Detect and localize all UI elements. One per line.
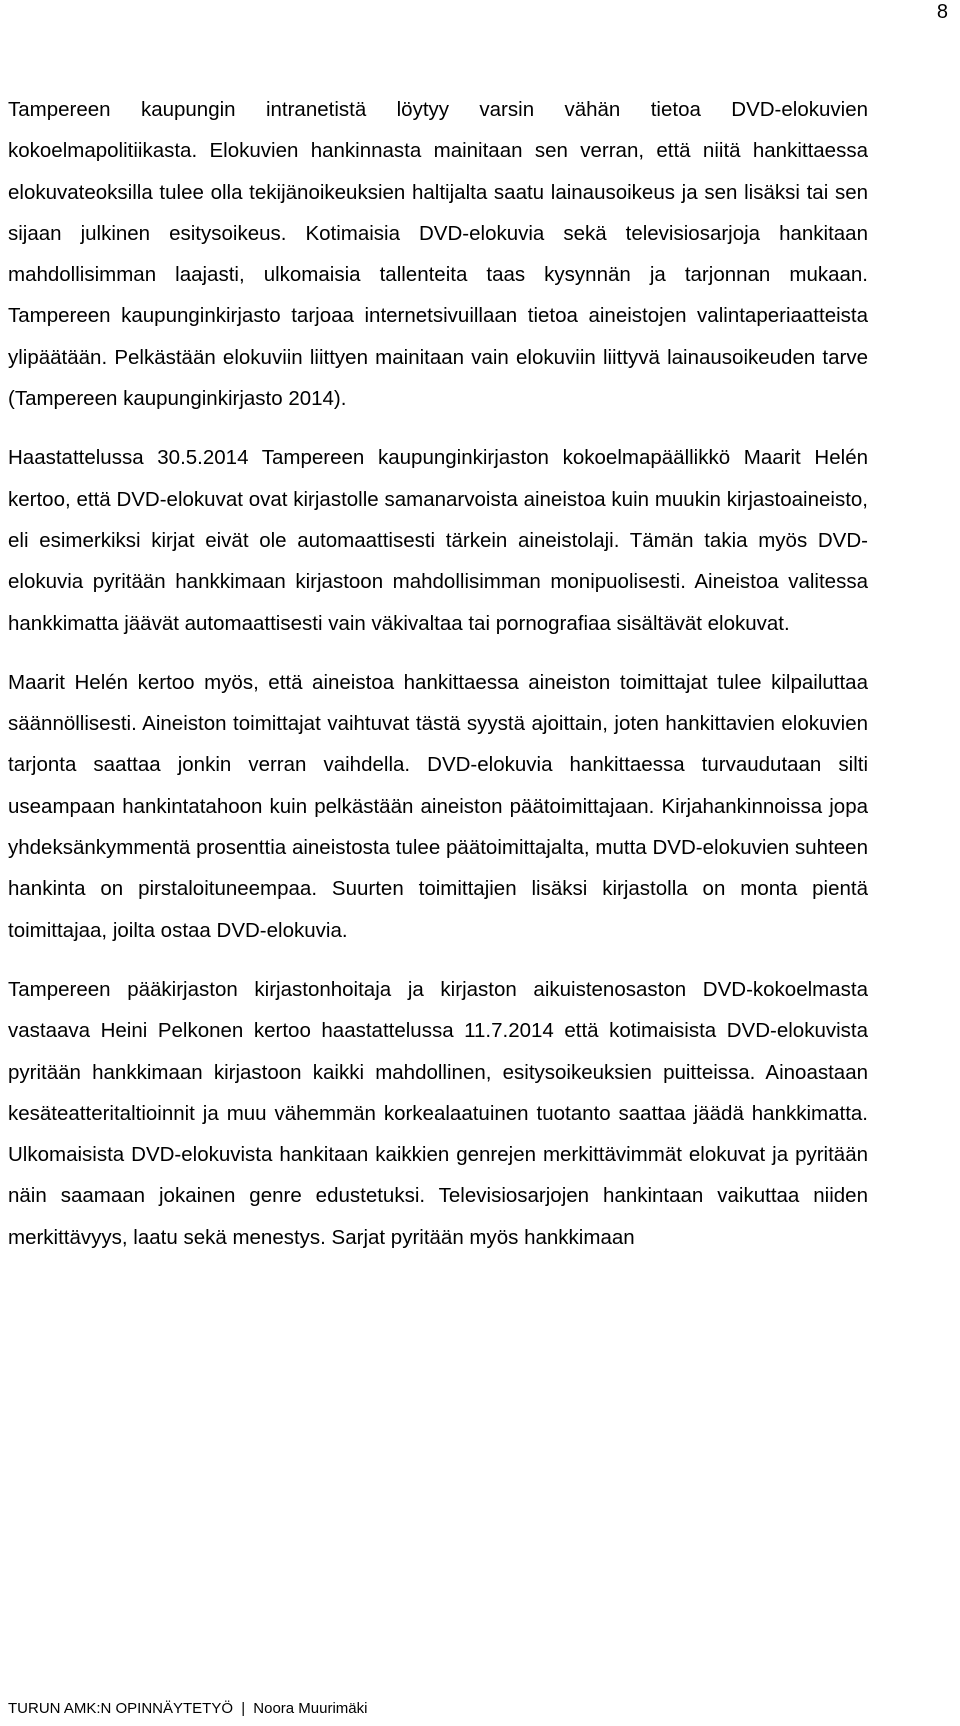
footer-separator: | [241, 1700, 246, 1717]
paragraph-interview-pelkonen: Tampereen pääkirjaston kirjastonhoitaja ja kirjaston aikuistenosaston DVD-kokoelmasta vastaava Heini Pelkonen kertoo haastattelussa 11.7.2014 että kotimaisista DVD-elokuvista pyritään hankkimaan kirjastoon kaikki mahdollinen, esitysoikeuksien puitteissa. Ainoastaan kesäteatteritaltioinnit ja muu vähemmän korkealaatuinen tuotanto saattaa jäädä hankkimatta. Ulkomaisista DVD-elokuvista hankitaan kaikkien genrejen merkittävimmät elokuvat ja pyritään näin saamaan jokainen genre edustetuksi. Televisiosarjojen hankintaan vaikuttaa niiden merkittävyys, laatu sekä menestys. Sarjat pyritään myös hankkimaan [8, 977, 868, 1249]
paragraph-interview-helen: Haastattelussa 30.5.2014 Tampereen kaupunginkirjaston kokoelmapäällikkö Maarit Helén kertoo, että DVD-elokuvat ovat kirjastolle samanarvoista aineistoa kuin muukin kirjastoaineisto, eli esimerkiksi kirjat eivät ole automaattisesti tärkein aineistolaji. Tämän takia myös DVD-elokuvia pyritään hankkimaan kirjastoon mahdollisimman monipuolisesti. Aineistoa valitessa hankkimatta jäävät automaattisesti vain väkivaltaa tai pornografiaa sisältävät elokuvat. [8, 446, 868, 635]
page-number: 8 [936, 1, 948, 23]
footer-author: Noora Muurimäki [253, 1700, 368, 1717]
document-body [8, 89, 868, 1258]
footer-institution: TURUN AMK:N OPINNÄYTETYÖ [8, 1700, 234, 1717]
paragraph-intranet-policy: Tampereen kaupungin intranetistä löytyy varsin vähän tietoa DVD-elokuvien kokoelmapolitiikasta. Elokuvien hankinnasta mainitaan sen verran, että niitä hankittaessa elokuvateoksilla tulee olla tekijänoikeuksien haltijalta saatu lainausoikeus ja sen lisäksi tai sen sijaan julkinen esitysoikeus. Kotimaisia DVD-elokuvia sekä televisiosarjoja hankitaan mahdollisimman laajasti, ulkomaisia tallenteita taas kysynnän ja tarjonnan mukaan. Tampereen kaupunginkirjasto tarjoaa internetsivuillaan tietoa aineistojen valintaperiaatteista ylipäätään. Pelkästään elokuviin liittyen mainitaan vain elokuviin liittyvä lainausoikeuden tarve (Tampereen kaupunginkirjasto 2014). [8, 98, 868, 411]
page-footer [8, 1700, 367, 1718]
paragraph-suppliers: Maarit Helén kertoo myös, että aineistoa hankittaessa aineiston toimittajat tulee kilpailuttaa säännöllisesti. Aineiston toimittajat vaihtuvat tästä syystä ajoittain, joten hankittavien elokuvien tarjonta saattaa jonkin verran vaihdella. DVD-elokuvia hankittaessa turvaudutaan silti useampaan hankintatahoon kuin pelkästään aineiston päätoimittajaan. Kirjahankinnoissa jopa yhdeksänkymmentä prosenttia aineistosta tulee päätoimittajalta, mutta DVD-elokuvien suhteen hankinta on pirstaloituneempaa. Suurten toimittajien lisäksi kirjastolla on monta pientä toimittajaa, joilta ostaa DVD-elokuvia. [8, 670, 868, 942]
